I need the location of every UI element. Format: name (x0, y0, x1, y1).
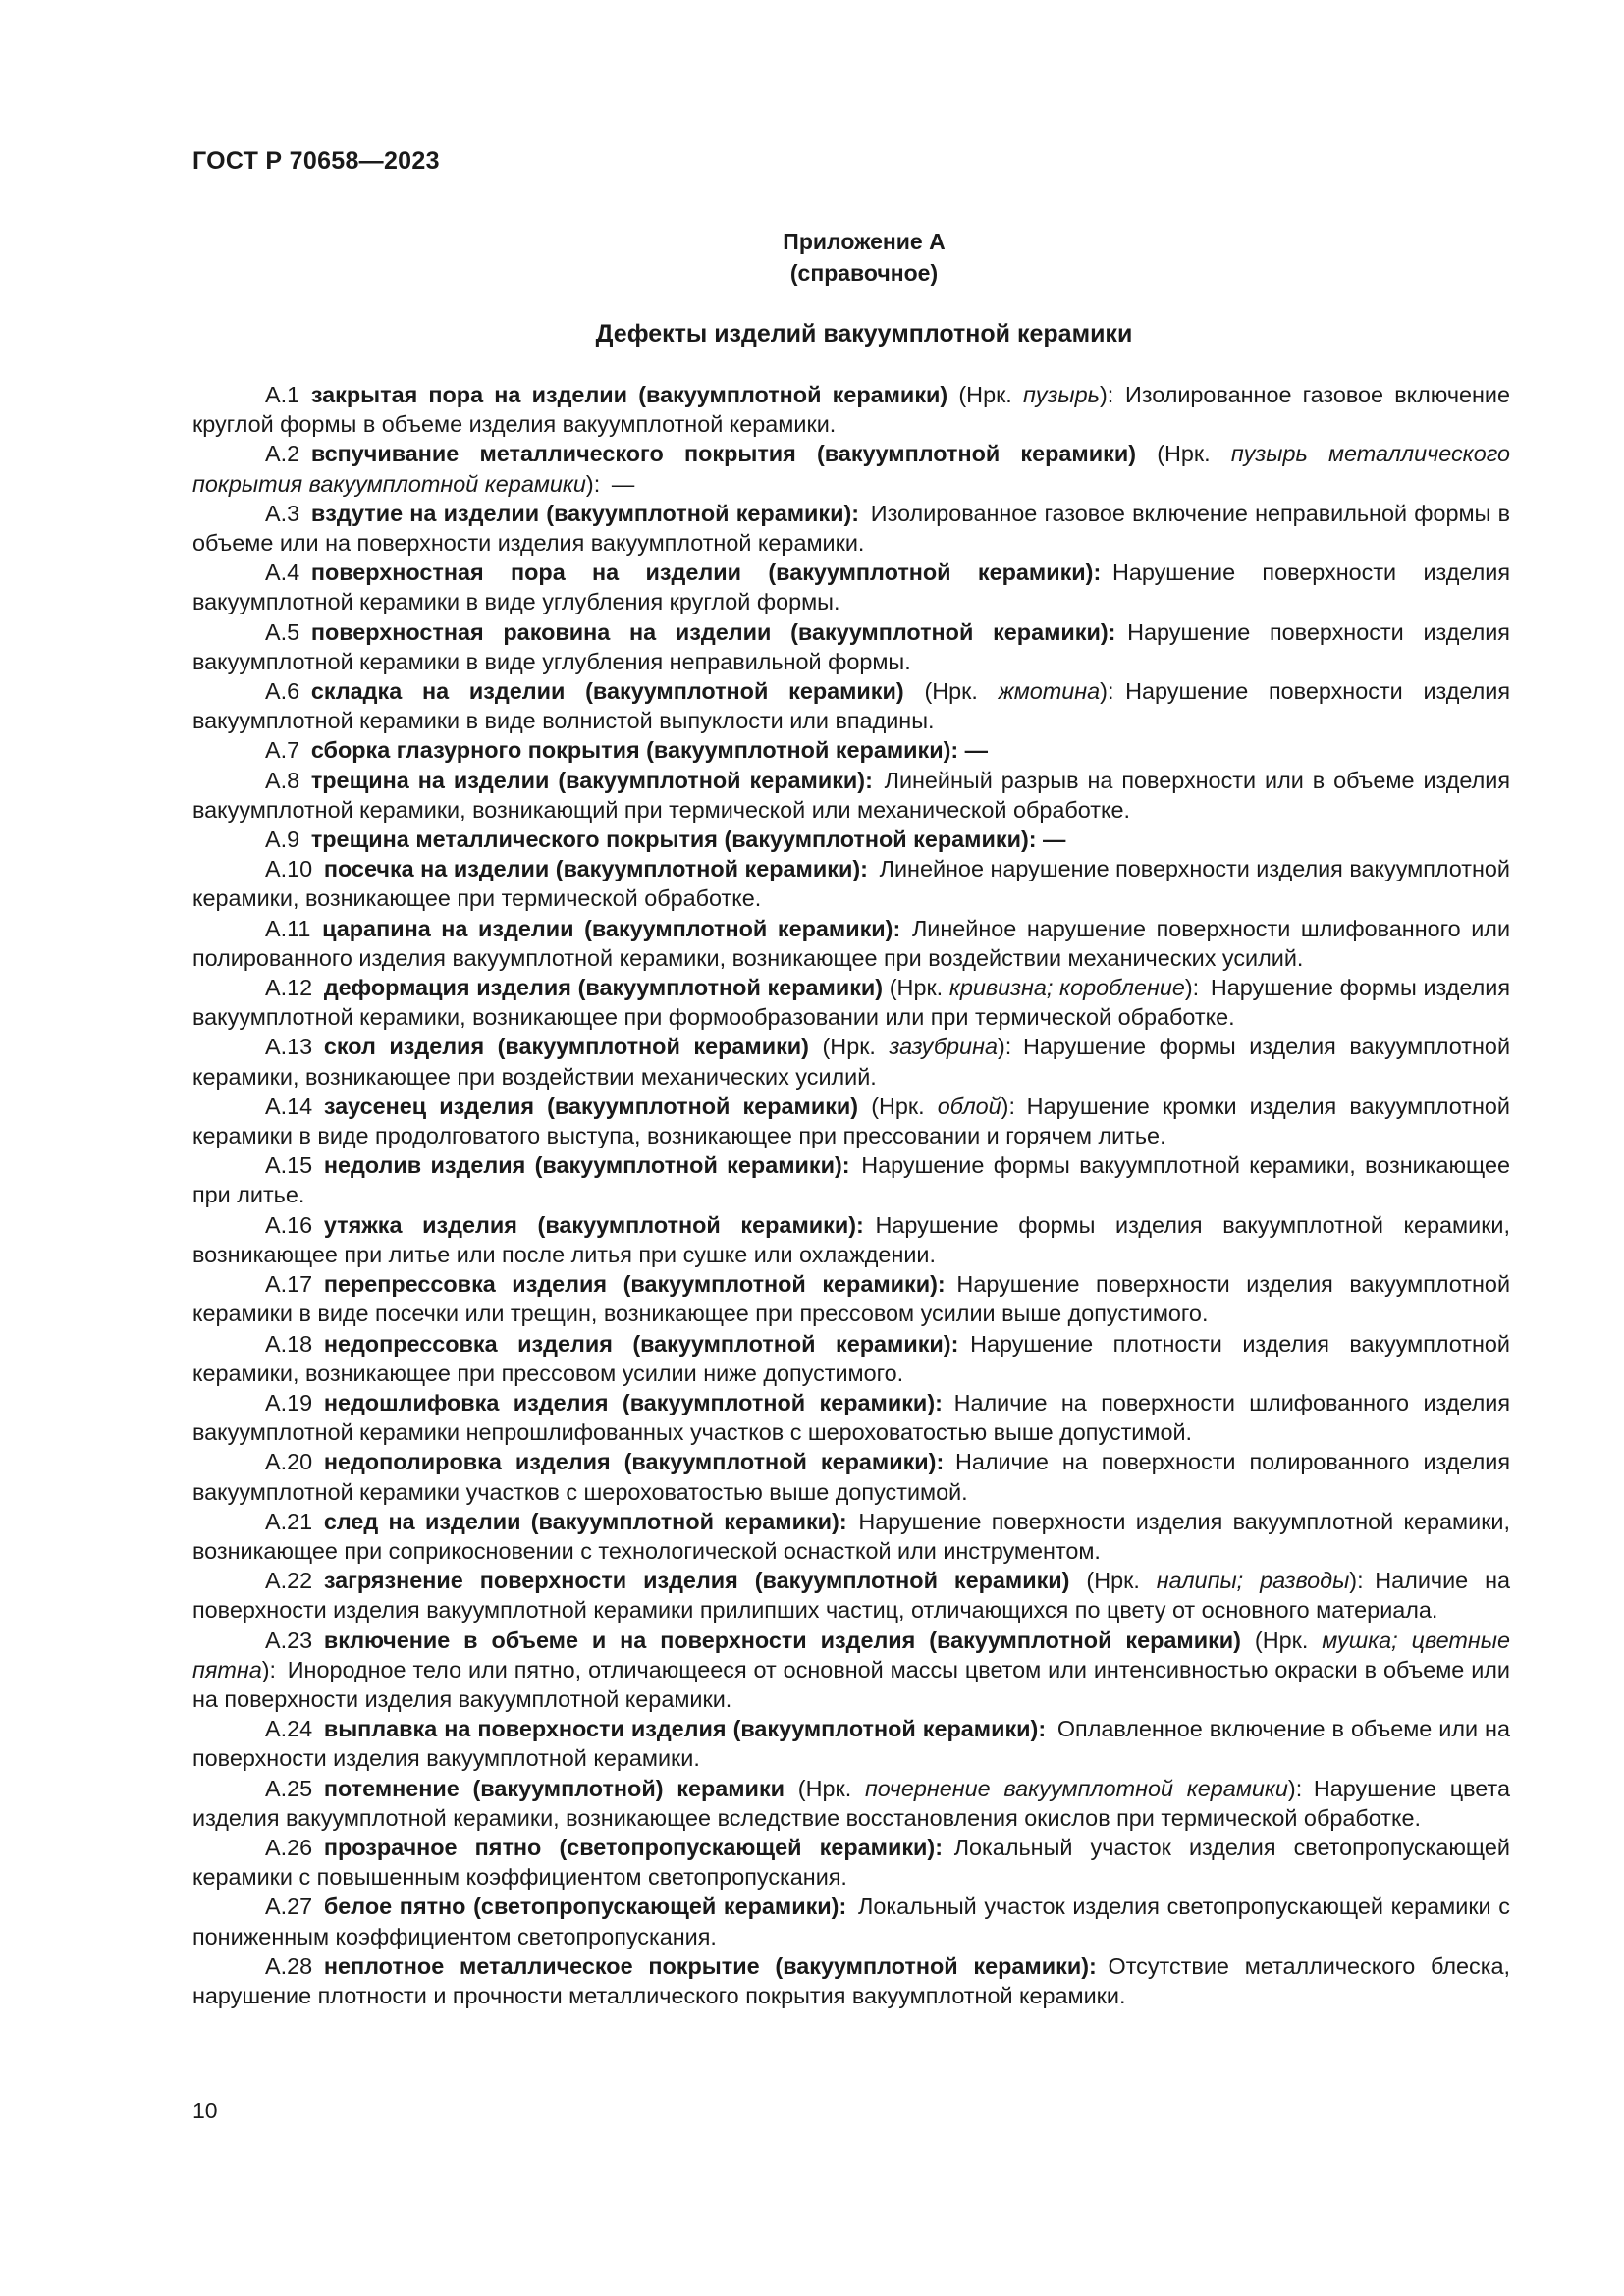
definition-entry (192, 1951, 1510, 2010)
definition-entry: А.23 включение в объеме и на поверхности изделия (вакуумплотной керамики) (Нрк. мушка; цветные пятна): Инородное тело или пятно, отличающееся от основной массы цветом или интенсивностью окраски в объеме или на поверхности изделия вакуумплотной керамики. (192, 1627, 1510, 1712)
entry-synonym: пузырь металлического покрытия вакуумплотной керамики (192, 441, 1511, 497)
annex-title: Приложение А (783, 229, 946, 254)
entry-term: закрытая пора на изделии (вакуумплотной керамики) (310, 382, 948, 407)
entry-definition: Отсутствие металлического блеска, нарушение плотности и прочности металлического покрытия вакуумплотной керамики. (192, 1952, 1511, 2008)
entry-synonym: пузырь (1022, 382, 1100, 407)
entry-synonym-label: Нрк. (896, 975, 944, 1001)
definitions-list (192, 380, 1510, 2010)
entry-definition: Нарушение поверхности изделия вакуумплотной керамики в виде посечки или трещин, возникающее при прессовом усилии выше допустимого. (192, 1271, 1511, 1327)
entry-number: А.14 (265, 1093, 313, 1119)
entry-number: А.16 (265, 1211, 313, 1238)
entry-definition: Линейное нарушение поверхности изделия вакуумплотной керамики, возникающее при термической обработке. (192, 856, 1510, 912)
entry-term: сборка глазурного покрытия (вакуумплотной керамики): — (310, 737, 989, 764)
entry-term: недополировка изделия (вакуумплотной керамики): (323, 1449, 945, 1475)
entry-term: включение в объеме и на поверхности изделия (вакуумплотной керамики) (323, 1627, 1241, 1653)
entry-definition: Нарушение формы изделия вакуумплотной керамики, возникающее при литье или после литья при сушке или охлаждении. (192, 1211, 1510, 1267)
entry-term: складка на изделии (вакуумплотной керамики) (310, 678, 904, 705)
entry-term: прозрачное пятно (светопропускающей керамики): (323, 1834, 943, 1860)
entry-number: А.8 (265, 767, 300, 793)
entry-number: А.4 (265, 560, 300, 586)
entry-term: выплавка на поверхности изделия (вакуумплотной керамики): (323, 1716, 1047, 1742)
entry-synonym: облой (937, 1093, 1001, 1119)
entry-number: А.1 (265, 382, 300, 407)
entry-number: А.27 (265, 1894, 313, 1920)
entry-term: скол изделия (вакуумплотной керамики) (323, 1034, 809, 1060)
entry-synonym-label: Нрк. (879, 1093, 925, 1119)
definition-entry: А.2 вспучивание металлического покрытия (вакуумплотной керамики) (Нрк. пузырь металлического покрытия вакуумплотной керамики): — (192, 441, 1511, 497)
definition-entry (192, 558, 1510, 616)
definition-entry (192, 1892, 1510, 1950)
entry-number: А.6 (265, 678, 300, 705)
definition-entry (192, 1833, 1510, 1892)
entry-term: вспучивание металлического покрытия (вакуумплотной керамики) (310, 441, 1136, 467)
entry-term: недопрессовка изделия (вакуумплотной керамики): (323, 1330, 959, 1357)
entry-synonym-label: Нрк. (1164, 441, 1211, 467)
entry-term: потемнение (вакуумплотной) керамики (323, 1775, 785, 1801)
entry-term: след на изделии (вакуумплотной керамики): (323, 1508, 847, 1534)
entry-number: А.15 (265, 1152, 313, 1179)
entry-term: трещина на изделии (вакуумплотной керамики): (310, 767, 873, 793)
entry-synonym-label: Нрк. (1094, 1568, 1140, 1594)
entry-number: А.25 (265, 1775, 313, 1801)
entry-synonym-label: Нрк. (805, 1775, 852, 1801)
entry-definition: Нарушение формы вакуумплотной керамики, возникающее при литье. (192, 1152, 1510, 1208)
entry-number: А.18 (265, 1330, 313, 1357)
definition-entry (192, 1269, 1510, 1328)
entry-definition: Локальный участок изделия светопропускающей керамики с повышенным коэффициентом светопропускания. (192, 1834, 1510, 1891)
definition-entry (192, 1150, 1510, 1209)
annex-status: (справочное) (789, 260, 939, 286)
definition-entry (192, 499, 1510, 558)
entry-term: поверхностная раковина на изделии (вакуумплотной керамики): (310, 618, 1116, 645)
entry-definition: Нарушение кромки изделия вакуумплотной керамики в виде продолговатого выступа, возникающее при прессовании и горячем литье. (192, 1093, 1510, 1149)
page-number: 10 (192, 2098, 218, 2123)
entry-term: посечка на изделии (вакуумплотной керамики): (323, 856, 868, 882)
entry-definition: Нарушение формы изделия вакуумплотной керамики, возникающее при формообразовании или при термической обработке. (192, 975, 1510, 1031)
entry-term: перепрессовка изделия (вакуумплотной керамики): (323, 1271, 946, 1298)
definition-entry (192, 617, 1510, 676)
entry-definition: Локальный участок изделия светопропускающей керамики с пониженным коэффициентом светопропускания. (192, 1894, 1510, 1949)
definition-entry (192, 735, 1510, 765)
definition-entry: А.14 заусенец изделия (вакуумплотной керамики) (Нрк. облой): Нарушение кромки изделия вакуумплотной керамики в виде продолговатого выступа, возникающее при прессовании и горячем литье. (192, 1093, 1510, 1149)
definition-entry (192, 1210, 1510, 1269)
entry-term: недолив изделия (вакуумплотной керамики): (323, 1152, 850, 1179)
entry-synonym-label: Нрк. (966, 382, 1012, 407)
entry-number: А.19 (265, 1389, 313, 1415)
entry-term: трещина металлического покрытия (вакуумплотной керамики): — (310, 827, 1066, 853)
entry-number: А.20 (265, 1449, 313, 1475)
entry-synonym-label: Нрк. (932, 678, 978, 705)
definition-entry: А.22 загрязнение поверхности изделия (вакуумплотной керамики) (Нрк. налипы; разводы): Наличие на поверхности изделия вакуумплотной керамики прилипших частиц, отличающихся по цвету от основного материала. (192, 1568, 1511, 1624)
document-header: ГОСТ Р 70658—2023 (192, 147, 440, 175)
entry-definition: Линейное нарушение поверхности шлифованного или полированного изделия вакуумплотной керамики, возникающее при воздействии механических усилий. (192, 915, 1511, 971)
entry-term: утяжка изделия (вакуумплотной керамики): (323, 1211, 864, 1238)
entry-term: деформация изделия (вакуумплотной керамики) (323, 975, 884, 1001)
entry-term: белое пятно (светопропускающей керамики): (323, 1894, 847, 1920)
entry-definition: Инородное тело или пятно, отличающееся от основной массы цветом или интенсивностью окраски в объеме или на поверхности изделия вакуумплотной керамики. (192, 1656, 1510, 1712)
entry-definition: Нарушение плотности изделия вакуумплотной керамики, возникающее при прессовом усилии ниже допустимого. (192, 1330, 1510, 1386)
entry-term: царапина на изделии (вакуумплотной керамики): (322, 915, 901, 941)
definition-entry: А.12 деформация изделия (вакуумплотной керамики) (Нрк. кривизна; коробление): Нарушение формы изделия вакуумплотной керамики, возникающее при формообразовании или при термической обработке. (192, 975, 1510, 1031)
entry-synonym: налипы; разводы (1156, 1568, 1350, 1594)
entry-synonym: кривизна; коробление (948, 975, 1185, 1001)
entry-number: А.11 (265, 915, 311, 941)
entry-number: А.12 (265, 975, 313, 1001)
entry-synonym: почернение вакуумплотной керамики (864, 1775, 1288, 1801)
entry-definition: Наличие на поверхности шлифованного изделия вакуумплотной керамики непрошлифованных участков с шероховатостью выше допустимой. (192, 1389, 1510, 1446)
definition-entry (192, 854, 1510, 913)
entry-synonym-label: Нрк. (1262, 1627, 1309, 1653)
entry-synonym: мушка; цветные пятна (192, 1627, 1510, 1682)
definition-entry (192, 1714, 1510, 1773)
entry-number: А.3 (265, 500, 300, 526)
entry-number: А.21 (265, 1508, 313, 1534)
definition-entry: А.25 потемнение (вакуумплотной) керамики (Нрк. почернение вакуумплотной керамики): Нарушение цвета изделия вакуумплотной керамики, возникающее вследствие восстановления окислов при термической обработке. (192, 1775, 1510, 1831)
definition-entry: А.6 складка на изделии (вакуумплотной керамики) (Нрк. жмотина): Нарушение поверхности изделия вакуумплотной керамики в виде волнистой выпуклости или впадины. (192, 678, 1510, 734)
entry-number: А.2 (265, 441, 300, 467)
definition-entry (192, 1388, 1510, 1447)
entry-definition: Оплавленное включение в объеме или на поверхности изделия вакуумплотной керамики. (192, 1716, 1510, 1772)
entry-number: А.22 (265, 1568, 313, 1594)
definition-entry (192, 1329, 1510, 1388)
entry-term: вздутие на изделии (вакуумплотной керамики): (310, 500, 860, 526)
entry-number: А.9 (265, 827, 300, 853)
entry-synonym-label: Нрк. (830, 1034, 876, 1060)
entry-definition: Линейный разрыв на поверхности или в объеме изделия вакуумплотной керамики, возникающий при термической или механической обработке. (192, 767, 1510, 823)
definition-entry: А.13 скол изделия (вакуумплотной керамики) (Нрк. зазубрина): Нарушение формы изделия вакуумплотной керамики, возникающее при воздействии механических усилий. (192, 1034, 1511, 1090)
section-title: Дефекты изделий вакуумплотной керамики (595, 320, 1133, 347)
definition-entry (192, 825, 1510, 854)
definition-entry (192, 1507, 1510, 1566)
entry-definition: Нарушение поверхности изделия вакуумплотной керамики в виде волнистой выпуклости или впадины. (192, 678, 1510, 734)
annex-heading (0, 226, 1624, 289)
entry-number: А.7 (265, 737, 300, 764)
entry-number: А.10 (265, 856, 313, 882)
definition-entry (192, 1447, 1510, 1506)
entry-term: поверхностная пора на изделии (вакуумплотной керамики): (310, 560, 1102, 586)
definition-entry: А.1 закрытая пора на изделии (вакуумплотной керамики) (Нрк. пузырь): Изолированное газовое включение круглой формы в объеме изделия вакуумплотной керамики. (192, 382, 1511, 438)
entry-term: загрязнение поверхности изделия (вакуумплотной керамики) (323, 1568, 1070, 1594)
entry-definition: Нарушение поверхности изделия вакуумплотной керамики в виде углубления неправильной формы. (192, 618, 1510, 674)
definition-entry (192, 914, 1510, 973)
entry-term: недошлифовка изделия (вакуумплотной керамики): (323, 1389, 943, 1415)
entry-synonym: зазубрина (889, 1034, 998, 1060)
entry-number: А.24 (265, 1716, 313, 1742)
entry-term: заусенец изделия (вакуумплотной керамики) (323, 1093, 859, 1119)
entry-synonym: жмотина (998, 678, 1101, 705)
entry-number: А.13 (265, 1034, 313, 1060)
entry-definition: Изолированное газовое включение круглой формы в объеме изделия вакуумплотной керамики. (192, 382, 1511, 438)
entry-definition: Нарушение формы изделия вакуумплотной керамики, возникающее при воздействии механических усилий. (192, 1034, 1511, 1090)
entry-definition: Нарушение цвета изделия вакуумплотной керамики, возникающее вследствие восстановления окислов при термической обработке. (192, 1775, 1510, 1831)
entry-term: неплотное металлическое покрытие (вакуумплотной керамики): (323, 1952, 1097, 1979)
entry-definition: Нарушение поверхности изделия вакуумплотной керамики, возникающее при соприкосновении с технологической оснасткой или инструментом. (192, 1508, 1510, 1564)
entry-definition: — (611, 470, 635, 497)
entry-number: А.5 (265, 618, 300, 645)
entry-number: А.28 (265, 1952, 313, 1979)
entry-number: А.17 (265, 1271, 313, 1298)
entry-definition: Изолированное газовое включение неправильной формы в объеме или на поверхности изделия вакуумплотной керамики. (192, 500, 1510, 557)
entry-definition: Наличие на поверхности изделия вакуумплотной керамики прилипших частиц, отличающихся по цвету от основного материала. (192, 1568, 1511, 1624)
entry-definition: Наличие на поверхности полированного изделия вакуумплотной керамики участков с шероховатостью выше допустимой. (192, 1449, 1510, 1505)
entry-number: А.26 (265, 1834, 313, 1860)
entry-number: А.23 (265, 1627, 313, 1653)
entry-definition: Нарушение поверхности изделия вакуумплотной керамики в виде углубления круглой формы. (192, 560, 1510, 615)
definition-entry (192, 766, 1510, 825)
